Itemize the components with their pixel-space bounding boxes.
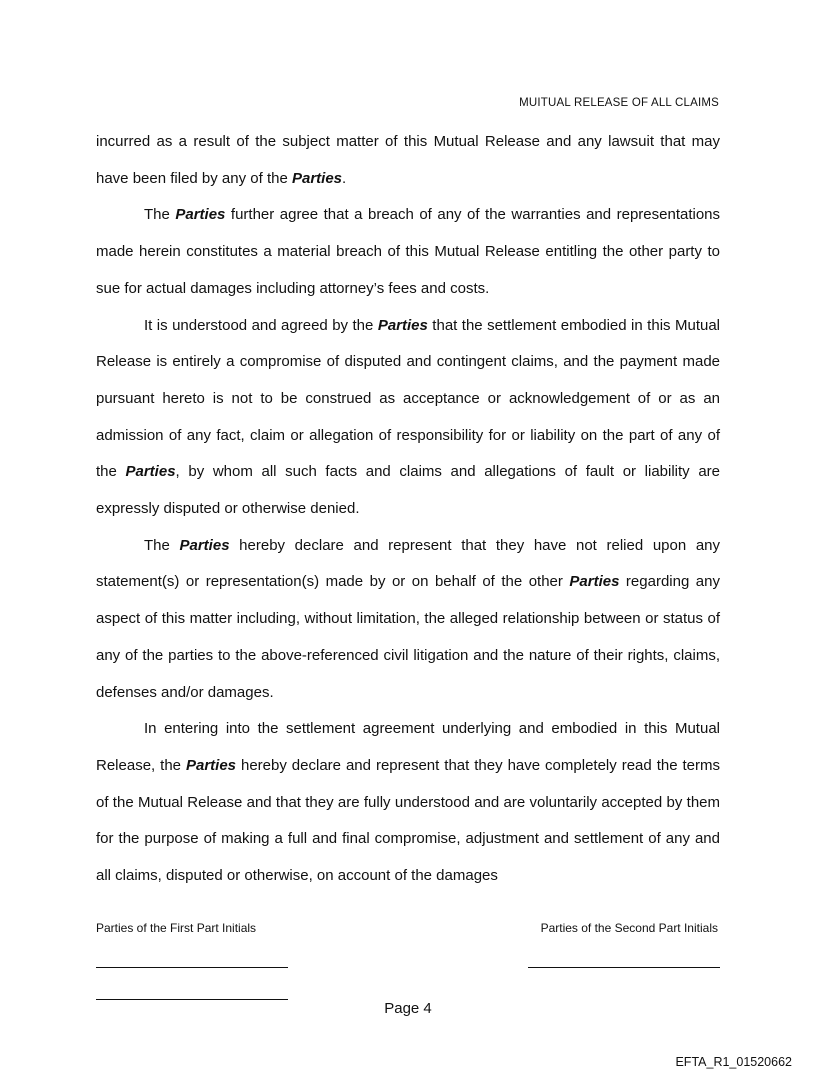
parties-term: Parties bbox=[175, 206, 226, 224]
running-header: MUITUAL RELEASE OF ALL CLAIMS bbox=[519, 97, 719, 109]
document-body bbox=[96, 124, 720, 895]
paragraph-3-text-c: that the settlement embodied in this Mutual Release is entirely a compromise of disputed and contingent claims, and the payment made pursuant hereto is not to be construed as acceptance or acknowledgement of or as an admission of any fact, claim or allegation of responsibility for or liability on the part of any of the bbox=[96, 316, 720, 481]
page-number: Page 4 bbox=[384, 1000, 432, 1017]
first-part-initials-line-1 bbox=[96, 967, 288, 968]
parties-term: Parties bbox=[185, 756, 237, 774]
paragraph-1 bbox=[96, 124, 720, 197]
paragraph-5-text-c: hereby declare and represent that they have completely read the terms of the Mutual Release and that they are fully understood and are voluntarily accepted by them for the purpose of making a full and final compromise, adjustment and settlement of any and all claims, disputed or otherwise, on account of the damages bbox=[96, 756, 720, 885]
second-part-initials-label: Parties of the Second Part Initials bbox=[540, 921, 718, 935]
paragraph-2-text-a: The bbox=[144, 206, 176, 224]
paragraph-5-text-a: In entering into the settlement agreement underlying and embodied in this Mutual Release, the bbox=[96, 720, 720, 774]
paragraph-4-text-e: regarding any aspect of this matter including, without limitation, the alleged relationship between or status of any of the parties to the above-referenced civil litigation and the nature of their rights, claims, defenses and/or damages. bbox=[96, 573, 720, 701]
paragraph-3-text-a: It is understood and agreed by the bbox=[144, 316, 378, 334]
paragraph-3-text-e: , by whom all such facts and claims and allegations of fault or liability are expressly disputed or otherwise denied. bbox=[96, 463, 720, 518]
parties-term: Parties bbox=[377, 316, 428, 334]
paragraph-4-text-c: hereby declare and represent that they have not relied upon any statement(s) or representation(s) made by or on behalf of the other bbox=[96, 536, 721, 591]
parties-term: Parties bbox=[569, 573, 620, 591]
parties-term: Parties bbox=[291, 169, 343, 187]
paragraph-5 bbox=[96, 711, 720, 895]
paragraph-3 bbox=[96, 308, 720, 528]
second-part-initials-line bbox=[528, 967, 720, 968]
paragraph-4 bbox=[96, 528, 720, 712]
parties-term: Parties bbox=[179, 536, 230, 554]
paragraph-4-text-a: The bbox=[144, 536, 180, 554]
paragraph-1-text-c: . bbox=[342, 169, 347, 187]
first-part-initials-label: Parties of the First Part Initials bbox=[96, 921, 257, 935]
paragraph-1-text-a: incurred as a result of the subject matter of this Mutual Release and any lawsuit that may have been filed by any of the bbox=[96, 133, 720, 187]
parties-term: Parties bbox=[125, 463, 176, 481]
paragraph-2 bbox=[96, 197, 720, 307]
document-id: EFTA_R1_01520662 bbox=[675, 1055, 792, 1069]
paragraph-2-text-c: further agree that a breach of any of the warranties and representations made herein constitutes a material breach of this Mutual Release entitling the other party to sue for actual damages including attorney’s fees and costs. bbox=[96, 206, 721, 297]
